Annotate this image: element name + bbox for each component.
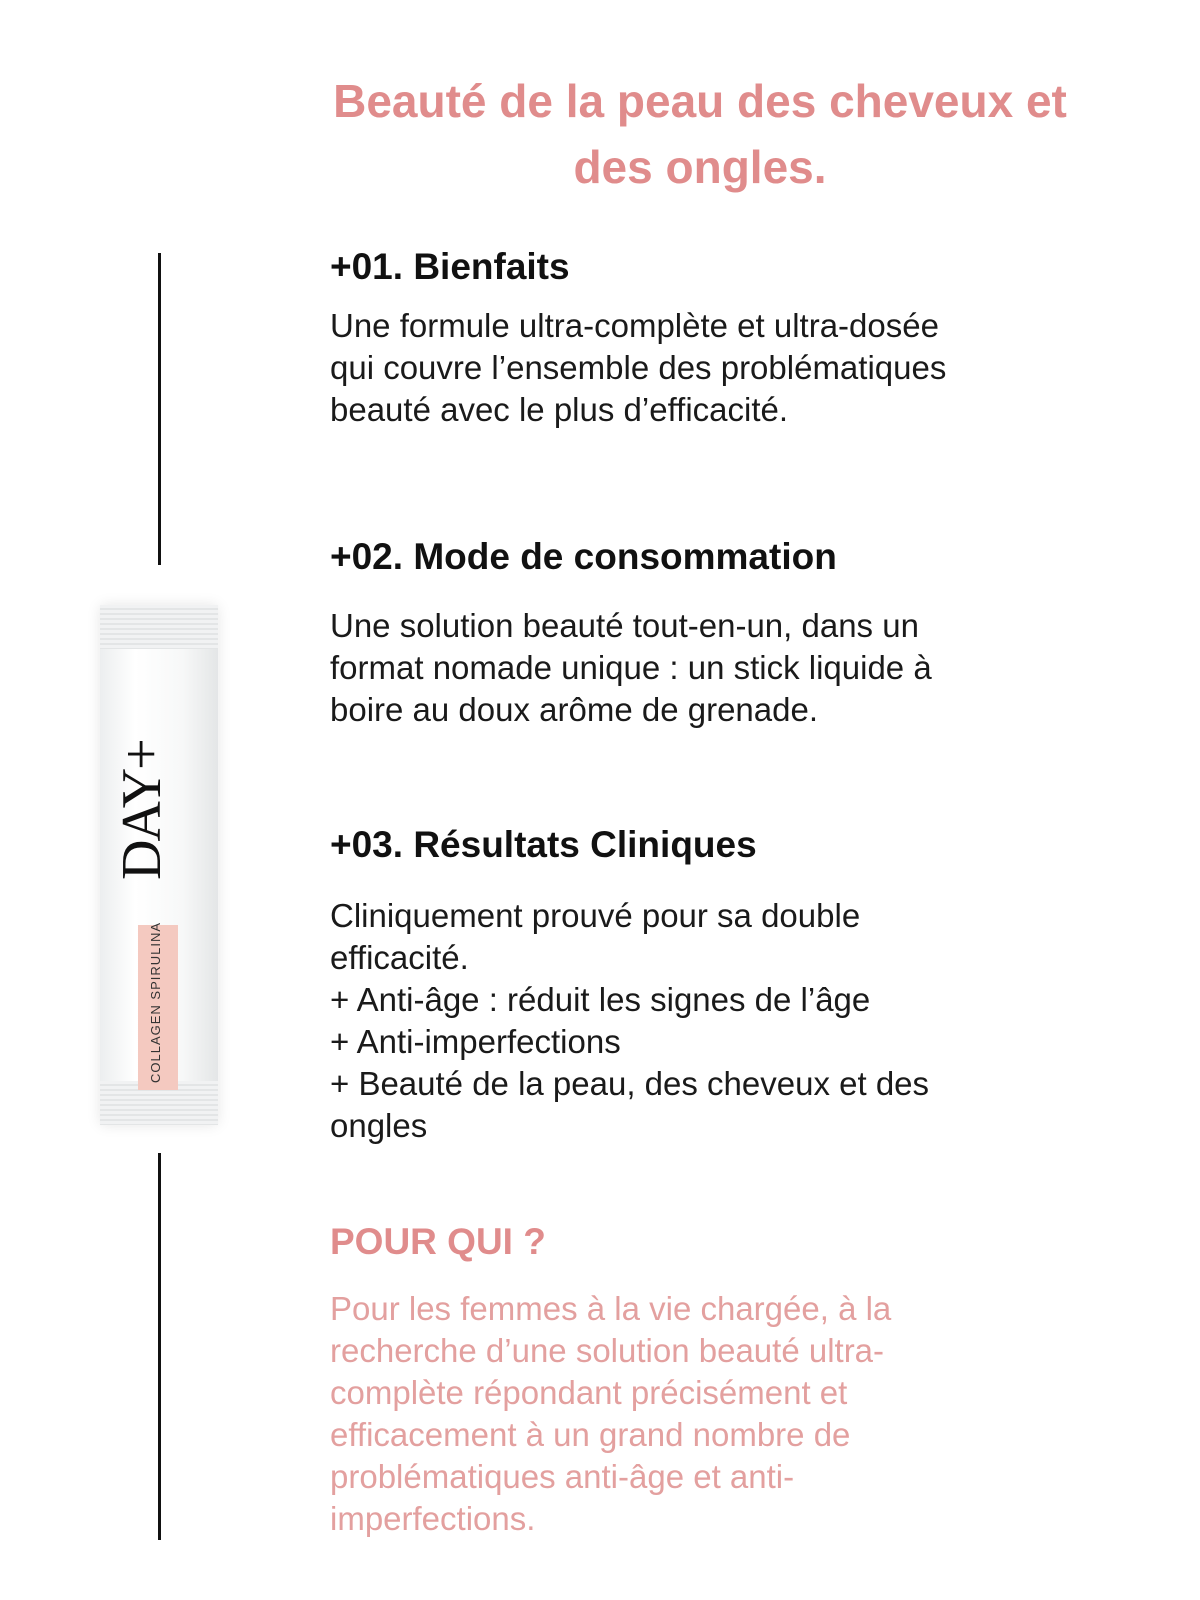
section-pour-qui (330, 1220, 1130, 1540)
section-bienfaits (330, 245, 1130, 431)
stick-top-seal (100, 605, 218, 649)
divider-line-bottom (158, 1153, 161, 1540)
section-title: +01. Bienfaits (330, 246, 570, 287)
section-title: +02. Mode de consommation (330, 536, 837, 577)
divider-line-top (158, 253, 161, 565)
section-body: Une solution beauté tout-en-un, dans un format nomade unique : un stick liquide à boire au doux arôme de grenade. (330, 607, 932, 728)
section-body: Pour les femmes à la vie chargée, à la recherche d’une solution beauté ultra- complète répondant précisément et efficacement à un grand nombre de problématiques anti-âge et anti- imperfections. (330, 1290, 892, 1537)
section-title: +03. Résultats Cliniques (330, 824, 757, 865)
product-brand-logo: DAY+ (111, 740, 173, 880)
section-body: Cliniquement prouvé pour sa double efficacité. + Anti-âge : réduit les signes de l’âge + Anti-imperfections + Beauté de la peau, des cheveux et des ongles (330, 897, 930, 1144)
section-resultats-cliniques (330, 823, 1130, 1147)
section-title: POUR QUI ? (330, 1221, 546, 1262)
page-title: Beauté de la peau des cheveux et des ongles. (333, 75, 1067, 193)
section-body: Une formule ultra-complète et ultra-dosée qui couvre l’ensemble des problématiques beauté avec le plus d’efficacité. (330, 307, 947, 428)
section-mode-consommation (330, 535, 1130, 731)
product-label-text: COLLAGEN SPIRULINA (148, 921, 163, 1083)
